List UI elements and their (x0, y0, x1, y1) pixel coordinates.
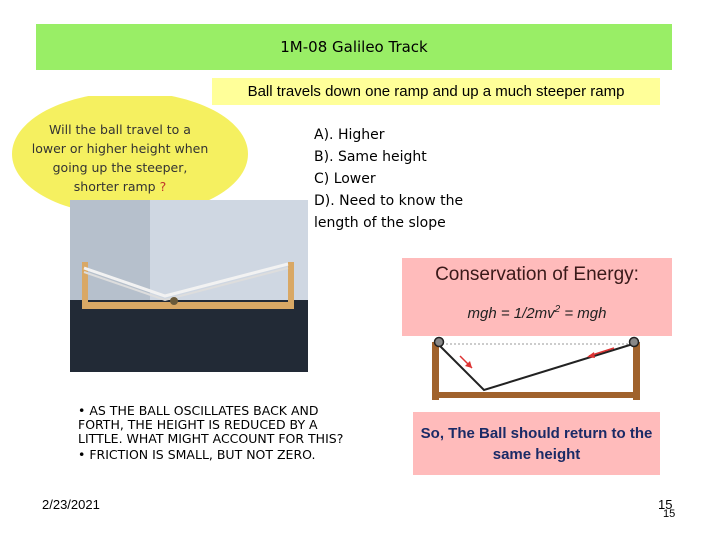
question-mark: ? (159, 179, 167, 194)
conclusion-text: So, The Ball should return to the same height (420, 424, 653, 463)
slide-title-bar (36, 24, 672, 70)
energy-title: Conservation of Energy: (435, 264, 639, 285)
slide-title: 1M-08 Galileo Track (280, 38, 428, 56)
slide-date: 2/23/2021 (42, 497, 100, 512)
question-text: Will the ball travel to a lower or higher height when going up the steeper, shorter ramp (31, 122, 209, 194)
option-b: B). Same height (314, 149, 427, 165)
subtitle-text: Ball travels down one ramp and up a much steeper ramp (247, 83, 625, 100)
option-c: C) Lower (314, 171, 376, 187)
ball-left (435, 338, 444, 347)
formula-left: mgh = 1/2mv (467, 305, 555, 322)
option-d: D). Need to know the length of the slope (314, 193, 464, 231)
slide-subtitle (212, 78, 660, 105)
track-diagram (424, 334, 658, 402)
bullet-friction: • FRICTION IS SMALL, BUT NOT ZERO. (78, 447, 316, 462)
answer-options (314, 124, 474, 234)
conclusion-box (413, 412, 660, 475)
page-number: 15 (658, 497, 673, 512)
bubble-question (30, 120, 210, 196)
bullet-height: • AS THE BALL OSCILLATES BACK AND FORTH, THE HEIGHT IS REDUCED BY A LITTLE. WHAT MIGHT ACCOUNT FOR THIS? (78, 403, 344, 446)
ball-right (630, 338, 639, 347)
formula-exponent: 2 (554, 304, 561, 315)
option-a: A). Higher (314, 127, 385, 143)
page-number-repeat: 15 (663, 508, 676, 520)
bullet-list (78, 404, 366, 462)
formula-right: = mgh (560, 305, 607, 322)
energy-formula (402, 304, 672, 322)
galileo-track-photo (70, 200, 308, 372)
